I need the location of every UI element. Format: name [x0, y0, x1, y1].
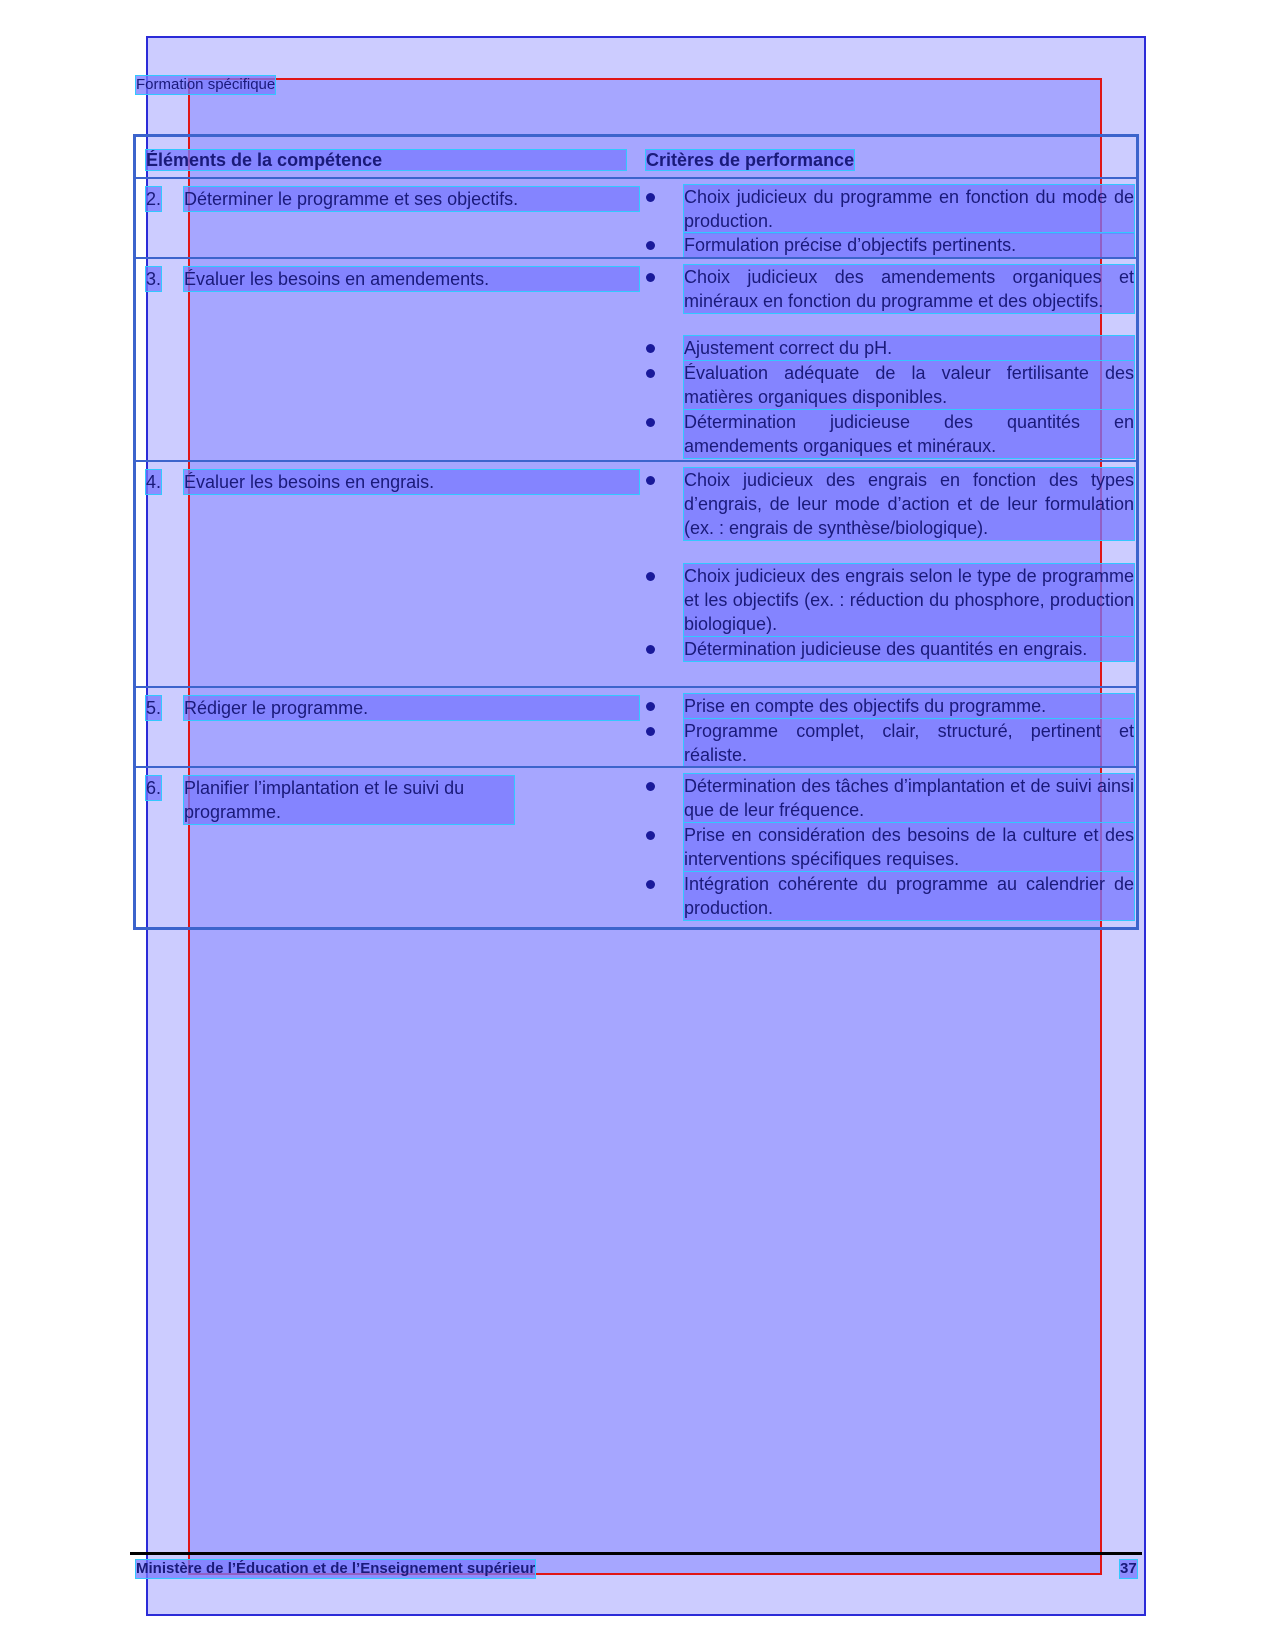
- bullet-icon: [646, 369, 655, 378]
- bullet-icon: [646, 344, 655, 353]
- footer-ministry: Ministère de l’Éducation et de l’Enseignement supérieur: [136, 1560, 536, 1577]
- criterion: Intégration cohérente du programme au calendrier de production.: [684, 874, 1134, 918]
- criterion: Détermination des tâches d’implantation et de suivi ainsi que de leur fréquence.: [684, 776, 1134, 820]
- criterion: Prise en considération des besoins de la culture et des interventions spécifiques requises.: [684, 825, 1134, 869]
- bullet-icon: [646, 418, 655, 427]
- criterion: Formulation précise d’objectifs pertinents.: [684, 233, 1134, 257]
- bullet-icon: [646, 273, 655, 282]
- element-number: 5.: [146, 698, 162, 718]
- bullet-icon: [646, 702, 655, 711]
- element-label: Planifier l’implantation et le suivi du programme.: [184, 776, 514, 824]
- running-head: Formation spécifique: [136, 76, 276, 93]
- criterion: Choix judicieux du programme en fonction du mode de production.: [684, 187, 1134, 231]
- footer-divider: [130, 1552, 1142, 1555]
- criterion: Détermination judicieuse des quantités en amendements organiques et minéraux.: [684, 412, 1134, 456]
- table-row: [136, 460, 1136, 688]
- criterion: Ajustement correct du pH.: [684, 336, 1134, 360]
- table-row: [136, 766, 1136, 929]
- bullet-icon: [646, 831, 655, 840]
- table-header-row: [136, 137, 1136, 177]
- header-criteria: Critères de performance: [646, 150, 855, 170]
- bullet-icon: [646, 880, 655, 889]
- criterion: Évaluation adéquate de la valeur fertilisante des matières organiques disponibles.: [684, 363, 1134, 407]
- element-number: 6.: [146, 778, 162, 798]
- element-number: 4.: [146, 472, 162, 492]
- page-number: 37: [1120, 1560, 1137, 1577]
- bullet-icon: [646, 572, 655, 581]
- bullet-icon: [646, 476, 655, 485]
- criterion: Prise en compte des objectifs du programme.: [684, 694, 1134, 718]
- table-row: [136, 686, 1136, 768]
- bullet-icon: [646, 727, 655, 736]
- criterion: Détermination judicieuse des quantités en engrais.: [684, 637, 1134, 661]
- header-elements: Éléments de la compétence: [146, 150, 626, 170]
- element-label: Évaluer les besoins en engrais.: [184, 470, 639, 494]
- criterion: Choix judicieux des engrais selon le type de programme et les objectifs (ex. : réduction du phosphore, production biologique).: [684, 566, 1134, 634]
- table-row: [136, 257, 1136, 462]
- bullet-icon: [646, 241, 655, 250]
- bullet-icon: [646, 645, 655, 654]
- bullet-icon: [646, 782, 655, 791]
- table-row: [136, 177, 1136, 259]
- element-label: Évaluer les besoins en amendements.: [184, 267, 639, 291]
- element-label: Déterminer le programme et ses objectifs.: [184, 187, 639, 211]
- criterion: Choix judicieux des engrais en fonction des types d’engrais, de leur mode d’action et de leur formulation (ex. : engrais de synthèse/biologique).: [684, 470, 1134, 538]
- element-label: Rédiger le programme.: [184, 696, 639, 720]
- bullet-icon: [646, 193, 655, 202]
- element-number: 3.: [146, 269, 162, 289]
- criterion: Programme complet, clair, structuré, pertinent et réaliste.: [684, 721, 1134, 765]
- element-number: 2.: [146, 189, 162, 209]
- criterion: Choix judicieux des amendements organiques et minéraux en fonction du programme et des objectifs.: [684, 267, 1134, 311]
- competence-table: [133, 134, 1139, 930]
